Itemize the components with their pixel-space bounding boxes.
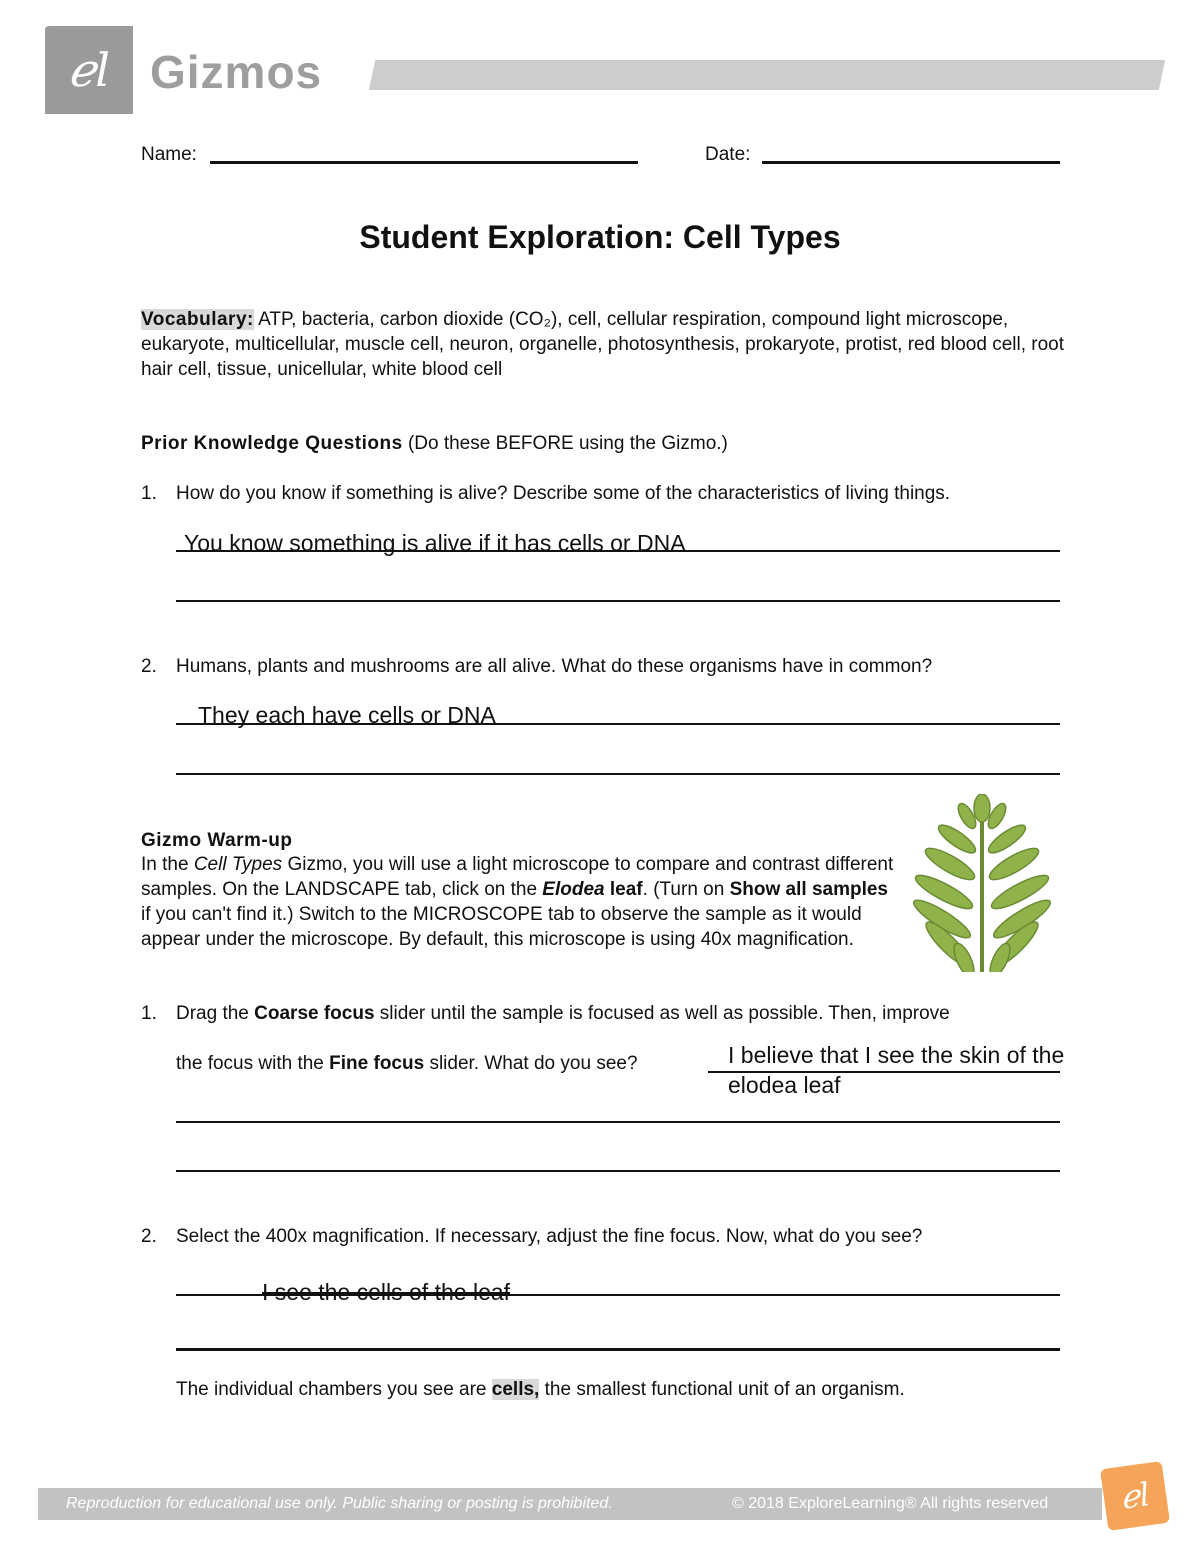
pk-question-2-number: 2. [141,656,157,677]
name-field[interactable] [210,161,638,164]
explorelearning-logo [45,26,133,114]
fine-focus-term: Fine focus [329,1053,425,1074]
footer-usage-notice: Reproduction for educational use only. Public sharing or posting is prohibited. [66,1495,613,1512]
warmup-gizmo-name: Cell Types [193,854,283,875]
cells-definition [176,1377,905,1402]
elodea-plant-image [912,794,1052,972]
warmup-answer-2-rule-1[interactable] [176,1294,1060,1296]
warmup-text-2: Gizmo, you will use a light microscope to compare and contrast different samples. On the LANDSCAPE tab, click on the [141,854,894,900]
warmup-text-3: . (Turn on [642,879,730,900]
vocabulary-label: Vocabulary: [141,309,254,330]
warmup-question-1-line-2 [176,1051,638,1076]
vocabulary-block [141,307,1071,382]
page-title: Student Exploration: Cell Types [359,219,841,255]
footer-badge-glyph: ℯl [1117,1475,1153,1517]
warmup-leaf: leaf [604,879,643,900]
warmup-answer-1-rule-1[interactable] [708,1071,1060,1073]
warmup-q1-text-f: slider. What do you see? [424,1053,638,1074]
prior-knowledge-note: (Do these BEFORE using the Gizmo.) [407,433,728,454]
coarse-focus-term: Coarse focus [254,1003,375,1024]
warmup-q1-text-c: slider until the sample is focused as well as possible. Then, improve [374,1003,950,1024]
date-label: Date: [705,144,751,165]
footer-copyright: © 2018 ExploreLearning® All rights reserved [732,1495,1049,1512]
warmup-text-1: In the [141,854,194,875]
prior-knowledge-heading: Prior Knowledge Questions [141,433,403,454]
pk-answer-2-line-1[interactable] [176,723,1060,725]
footer-el-badge [1100,1461,1170,1531]
brand-title: Gizmos [150,46,323,98]
cells-definition-text-b: the smallest functional unit of an organism. [539,1379,905,1400]
vocabulary-text: ATP, bacteria, carbon dioxide (CO₂), cell, cellular respiration, compound light microscope, eukaryote, multicellular, muscle cell, neuron, organelle, photosynthesis, prokaryote, protist, red blood cell, root hair cell, tissue, unicellular, white blood cell [141,309,1065,380]
warmup-question-1-line-1 [176,1001,950,1026]
cells-term: cells, [491,1379,540,1400]
warmup-q1-text-a: Drag the [176,1003,255,1024]
warmup-q1-text-d: the focus with the [176,1053,330,1074]
warmup-answer-2-rule-2[interactable] [176,1348,1060,1351]
pk-question-2-text: Humans, plants and mushrooms are all alive. What do these organisms have in common? [176,656,933,677]
warmup-elodea: Elodea [542,879,605,900]
pk-answer-2: They each have cells or DNA [198,702,496,728]
warmup-answer-1-rule-3[interactable] [176,1170,1060,1172]
header-decor-bar [369,60,1165,90]
warmup-question-2-number: 2. [141,1226,157,1247]
warmup-answer-2: I see the cells of the leaf [262,1279,511,1305]
pk-answer-1: You know something is alive if it has cells or DNA [184,530,686,556]
warmup-question-2-text: Select the 400x magnification. If necessary, adjust the fine focus. Now, what do you see? [176,1226,923,1247]
prior-knowledge-heading-block [141,431,728,456]
warmup-answer-1-rule-2[interactable] [176,1121,1060,1123]
warmup-answer-1-line-2: elodea leaf [728,1072,841,1098]
pk-question-1-number: 1. [141,483,157,504]
pk-answer-1-line-2[interactable] [176,600,1060,602]
pk-answer-1-line-1[interactable] [176,550,1060,552]
name-label: Name: [141,144,197,165]
date-field[interactable] [762,161,1060,164]
pk-question-1-text: How do you know if something is alive? Describe some of the characteristics of living things. [176,483,951,504]
warmup-answer-1-line-1: I believe that I see the skin of the [728,1042,1065,1068]
pk-answer-2-line-2[interactable] [176,773,1060,775]
warmup-heading: Gizmo Warm-up [141,830,293,851]
cells-definition-text-a: The individual chambers you see are [176,1379,492,1400]
warmup-question-1-number: 1. [141,1003,157,1024]
warmup-show-all-samples: Show all samples [729,879,888,900]
warmup-paragraph [141,852,901,952]
warmup-text-4: if you can't find it.) Switch to the MICROSCOPE tab to observe the sample as it would appear under the microscope. By default, this microscope is using 40x magnification. [141,904,862,950]
el-logo-glyph: ℯl [68,43,110,97]
